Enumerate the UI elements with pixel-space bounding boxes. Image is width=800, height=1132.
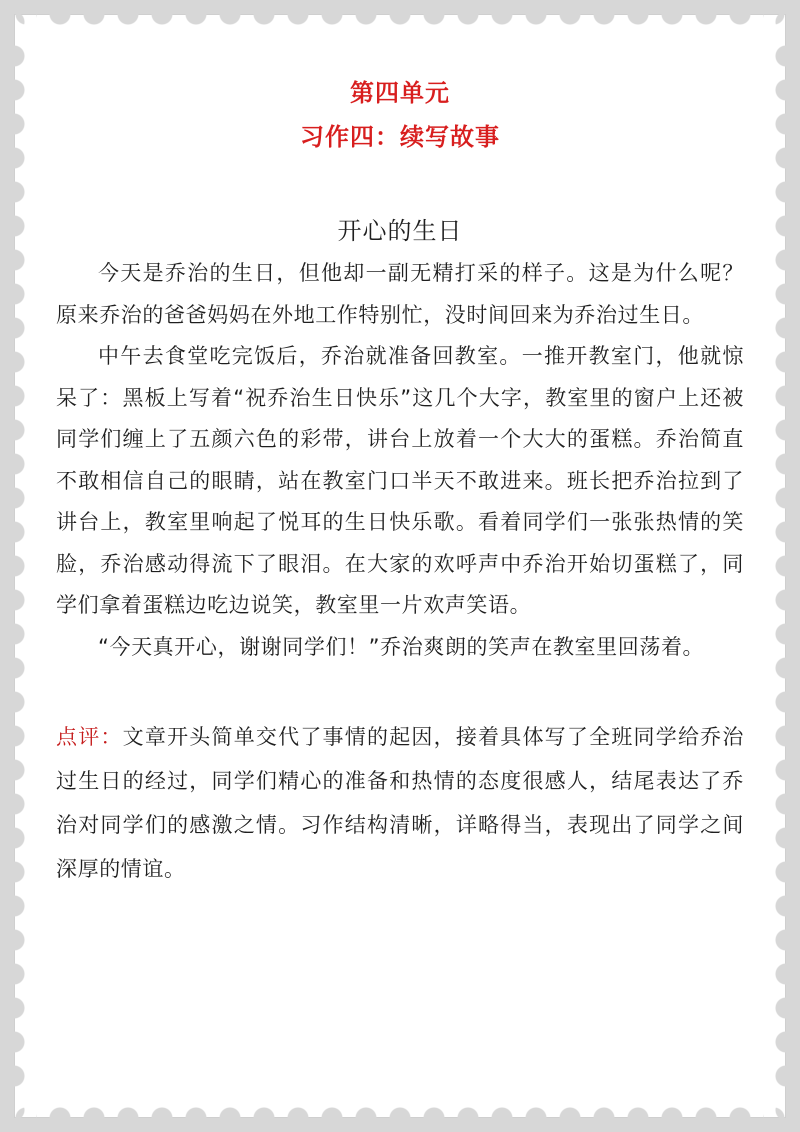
- assignment-title: 习作四：续写故事: [300, 123, 500, 151]
- essay-paragraph-2: 中午去食堂吃完饭后，乔治就准备回教室。一推开教室门，他就惊呆了：黑板上写着“祝乔治生日快乐”这几个大字，教室里的窗户上还被同学们缠上了五颜六色的彩带，讲台上放着一个大大的蛋糕。乔治简直不敢相信自己的眼睛，站在教室门口半天不敢进来。班长把乔治拉到了讲台上，教室里响起了悦耳的生日快乐歌。看着同学们一张张热情的笑脸，乔治感动得流下了眼泪。在大家的欢呼声中乔治开始切蛋糕了，同学们拿着蛋糕边吃边说笑，教室里一片欢声笑语。: [56, 344, 744, 617]
- document-content: [56, 72, 744, 891]
- essay-paragraph-3: “今天真开心，谢谢同学们！”乔治爽朗的笑声在教室里回荡着。: [98, 634, 705, 659]
- review-label: 点评：: [56, 725, 123, 749]
- essay-paragraph-1: 今天是乔治的生日，但他却一副无精打采的样子。这是为什么呢？原来乔治的爸爸妈妈在外地工作特别忙，没时间回来为乔治过生日。: [56, 261, 744, 327]
- essay: [56, 211, 744, 668]
- essay-title: 开心的生日: [337, 217, 463, 245]
- unit-title: 第四单元: [350, 79, 450, 107]
- teacher-review: [56, 715, 744, 891]
- review-text: 文章开头简单交代了事情的起因，接着具体写了全班同学给乔治过生日的经过，同学们精心的准备和热情的态度很感人，结尾表达了乔治对同学们的感激之情。习作结构清晰，详略得当，表现出了同学之间深厚的情谊。: [56, 725, 744, 881]
